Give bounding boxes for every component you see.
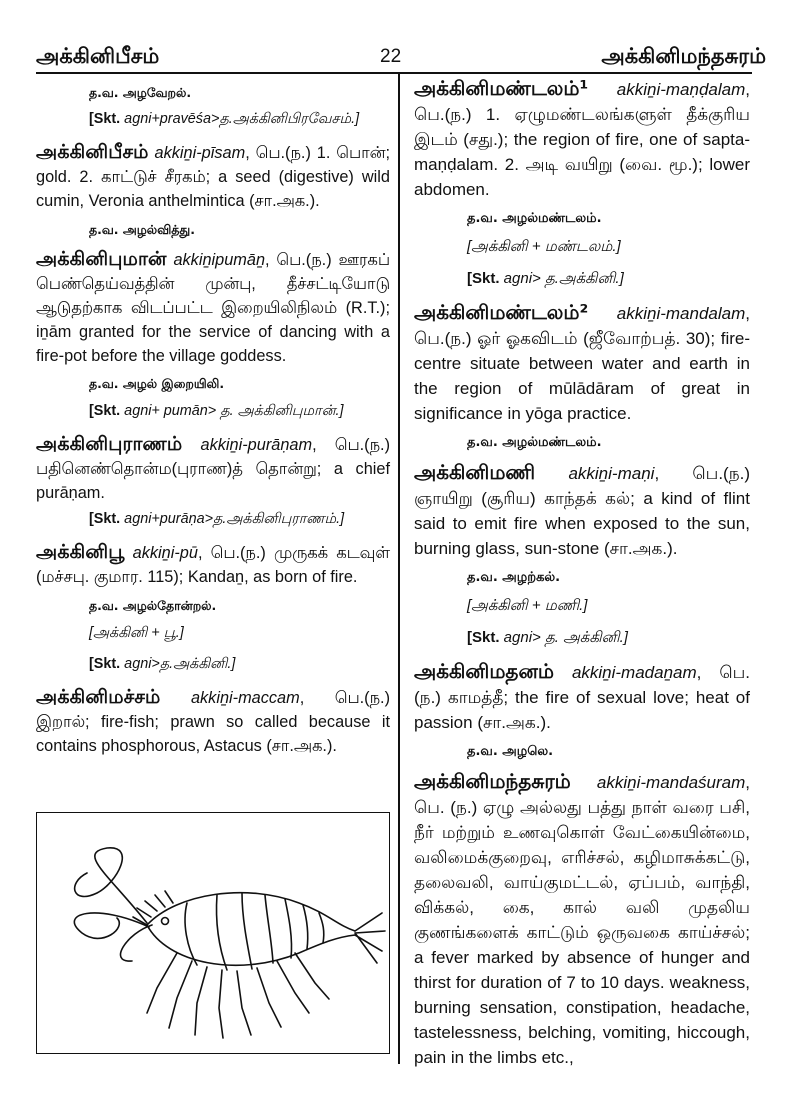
- tamil-word-equivalent: த.வ. அழலெ.: [467, 744, 554, 759]
- page-number: 22: [380, 46, 402, 67]
- page-header: [0, 0, 800, 72]
- dictionary-entry: [36, 432, 390, 505]
- entry-definition: , பெ.(ந.) முருகக் கடவுள் (மச்சபு. குமார. 115); Kandaṉ, as born of fire.: [36, 544, 390, 587]
- entry-headword: அக்கினிபுமான்: [36, 246, 167, 270]
- tamil-word-equivalent: த.வ. அழவேறல்.: [89, 84, 192, 100]
- entry-transliteration: akkiṉi-maccam: [190, 689, 300, 707]
- tamil-word-equivalent: த.வ. அழல் இறையிலி.: [89, 376, 225, 392]
- etymology-note: [467, 236, 750, 258]
- entry-definition: , பெ.(ந.) 1. பொன்; gold. 2. காட்டுச் சீரகம்; a seed (digestive) wild cumin, Veronia anthelmintica (சா.அக.).: [36, 144, 390, 211]
- etymology-note: [89, 109, 390, 130]
- entry-transliteration: akkiṉi-maṇḍalam: [616, 80, 746, 99]
- etymology-skt-tag: [Skt.: [89, 655, 121, 672]
- etymology-text: [அக்கினி + மணி.]: [467, 597, 588, 614]
- dictionary-entry: [414, 460, 750, 561]
- entry-headword: அக்கினிமந்தசுரம்: [414, 769, 571, 793]
- entry-definition: , பெ.(ந.) ஓர் ஓகவிடம் (ஜீவோற்பத். 30); fire-centre situate between water and earth in the region of mūlādāram of great in significance in yōga practice.: [414, 304, 750, 423]
- etymology-note: [467, 268, 750, 290]
- entry-definition: , பெ.(ந.) ஊரகப் பெண்தெய்வத்தின் முன்பு, தீச்சட்டியோடு ஆடுதற்காக விடப்பட்ட இறையிலிநிலம் (R.T.); iṉām granted for the service of dancing with a fire-pot before the village goddess.: [36, 250, 390, 365]
- etymology-text: agni>த.அக்கினி.]: [120, 655, 236, 672]
- prawn-figure: [36, 812, 390, 1054]
- column-divider: [398, 74, 400, 1064]
- dictionary-entry: [36, 540, 390, 589]
- etymology-skt-tag: [Skt.: [89, 511, 121, 528]
- etymology-text: agni+purāṇa>த.அக்கினிபுராணம்.]: [120, 511, 345, 528]
- dictionary-entry: [36, 247, 390, 368]
- prawn-illustration-icon: [37, 813, 389, 1053]
- etymology-skt-tag: [Skt.: [467, 629, 500, 646]
- entry-transliteration: akkiṉi-madaṉam: [571, 663, 697, 682]
- etymology-note: [89, 509, 390, 530]
- header-right-word: அக்கினிமந்தசுரம்: [601, 44, 766, 68]
- etymology-text: agni+pravēśa>த.அக்கினிபிரவேசம்.]: [120, 111, 360, 128]
- entry-definition: , பெ.(ந.) பதினெண்தொன்ம(புராண)த் தொன்று; a chief purāṇam.: [36, 436, 390, 503]
- entry-transliteration: akkiṉipumāṉ: [173, 250, 266, 269]
- etymology-note: [467, 595, 750, 617]
- left-column: [36, 76, 390, 762]
- entry-definition: , பெ.(ந.) இறால்; fire-fish; prawn so called because it contains phosphorous, Astacus (சா.அக.).: [36, 689, 390, 755]
- dictionary-entry: [414, 769, 750, 1070]
- entry-transliteration: akkiṉi-mandaśuram: [596, 773, 746, 792]
- dictionary-entry: [414, 300, 750, 426]
- etymology-note: [89, 623, 390, 644]
- entry-headword: அக்கினிபுராணம்: [36, 432, 183, 456]
- tamil-word-equivalent: த.வ. அழல்வித்து.: [89, 222, 195, 238]
- right-column: [414, 76, 750, 1074]
- etymology-text: [அக்கினி + மண்டலம்.]: [467, 238, 621, 255]
- etymology-text: agni+ pumān> த. அக்கினிபுமான்.]: [120, 403, 344, 420]
- dictionary-entry: [414, 76, 750, 202]
- etymology-skt-tag: [Skt.: [467, 270, 500, 287]
- entry-transliteration: akkiṉi-maṇi: [568, 464, 655, 483]
- entry-definition: , பெ.(ந.) காமத்தீ; the fire of sexual love; heat of passion (சா.அக.).: [414, 663, 750, 732]
- entry-headword: அக்கினிமதனம்: [414, 659, 554, 683]
- tamil-word-equivalent: த.வ. அழல்மண்டலம்.: [467, 211, 602, 226]
- entry-headword: அக்கினிமச்சம்: [36, 685, 161, 708]
- entry-transliteration: akkiṉi-pū: [132, 544, 198, 563]
- dictionary-entry: [414, 659, 750, 735]
- entry-headword: அக்கினிமண்டலம்²: [414, 300, 589, 324]
- etymology-note: [89, 654, 390, 675]
- etymology-skt-tag: [Skt.: [89, 403, 121, 420]
- etymology-text: agni> த. அக்கினி.]: [499, 629, 628, 646]
- entry-headword: அக்கினிபீசம்: [36, 140, 149, 164]
- tamil-word-equivalent: த.வ. அழற்கல்.: [467, 570, 561, 585]
- etymology-skt-tag: [Skt.: [89, 111, 121, 128]
- dictionary-entry: [36, 685, 390, 758]
- dictionary-entry: [36, 140, 390, 213]
- entry-headword: அக்கினிமணி: [414, 460, 536, 484]
- etymology-note: [467, 627, 750, 649]
- entry-definition: , பெ. (ந.) ஏழு அல்லது பத்து நாள் வரை பசி, நீர் மற்றும் உணவுகொள் வேட்கையின்மை, வலிமைக்குறைவு, எரிச்சல், கழிமாசுக்கட்டு, தலைவலி, வாய்குமட்டல், ஏப்பம், வாந்தி, விக்கல், கை, கால் வலி முதலிய குணங்களைக் காட்டும் ஒருவகை காய்ச்சல்; a fever marked by absence of hunger and thirst for duration of 7 to 10 days. weakness, burning sensation, constipation, headache, tastelessness, belching, vomiting, hiccough, pain in the limbs etc.,: [414, 773, 750, 1067]
- etymology-text: agni> த.அக்கினி.]: [499, 270, 624, 287]
- tamil-word-equivalent: த.வ. அழல்தோன்றல்.: [89, 598, 217, 614]
- entry-definition: , பெ.(ந.) 1. ஏழுமண்டலங்களுள் தீக்குரிய இடம் (சது.); the region of fire, one of sapta-maṇḍalam. 2. அடி வயிறு (வை. மூ.); lower abdomen.: [414, 80, 750, 199]
- etymology-text: [அக்கினி + பூ.]: [89, 624, 184, 641]
- header-rule: [36, 72, 752, 74]
- tamil-word-equivalent: த.வ. அழல்மண்டலம்.: [467, 435, 602, 450]
- entry-transliteration: akkiṉi-purāṇam: [200, 436, 313, 455]
- entry-definition: , பெ.(ந.) ஞாயிறு (சூரிய) காந்தக் கல்; a kind of flint said to emit fire when exposed to the sun, burning glass, sun-stone (சா.அக.).: [414, 464, 750, 558]
- entry-headword: அக்கினிபூ: [36, 540, 125, 564]
- entry-transliteration: akkiṉi-pīsam: [154, 144, 246, 163]
- header-left-word: அக்கினிபீசம்: [36, 44, 160, 68]
- entry-headword: அக்கினிமண்டலம்¹: [414, 76, 589, 100]
- etymology-note: [89, 401, 390, 422]
- entry-transliteration: akkiṉi-mandalam: [616, 304, 746, 323]
